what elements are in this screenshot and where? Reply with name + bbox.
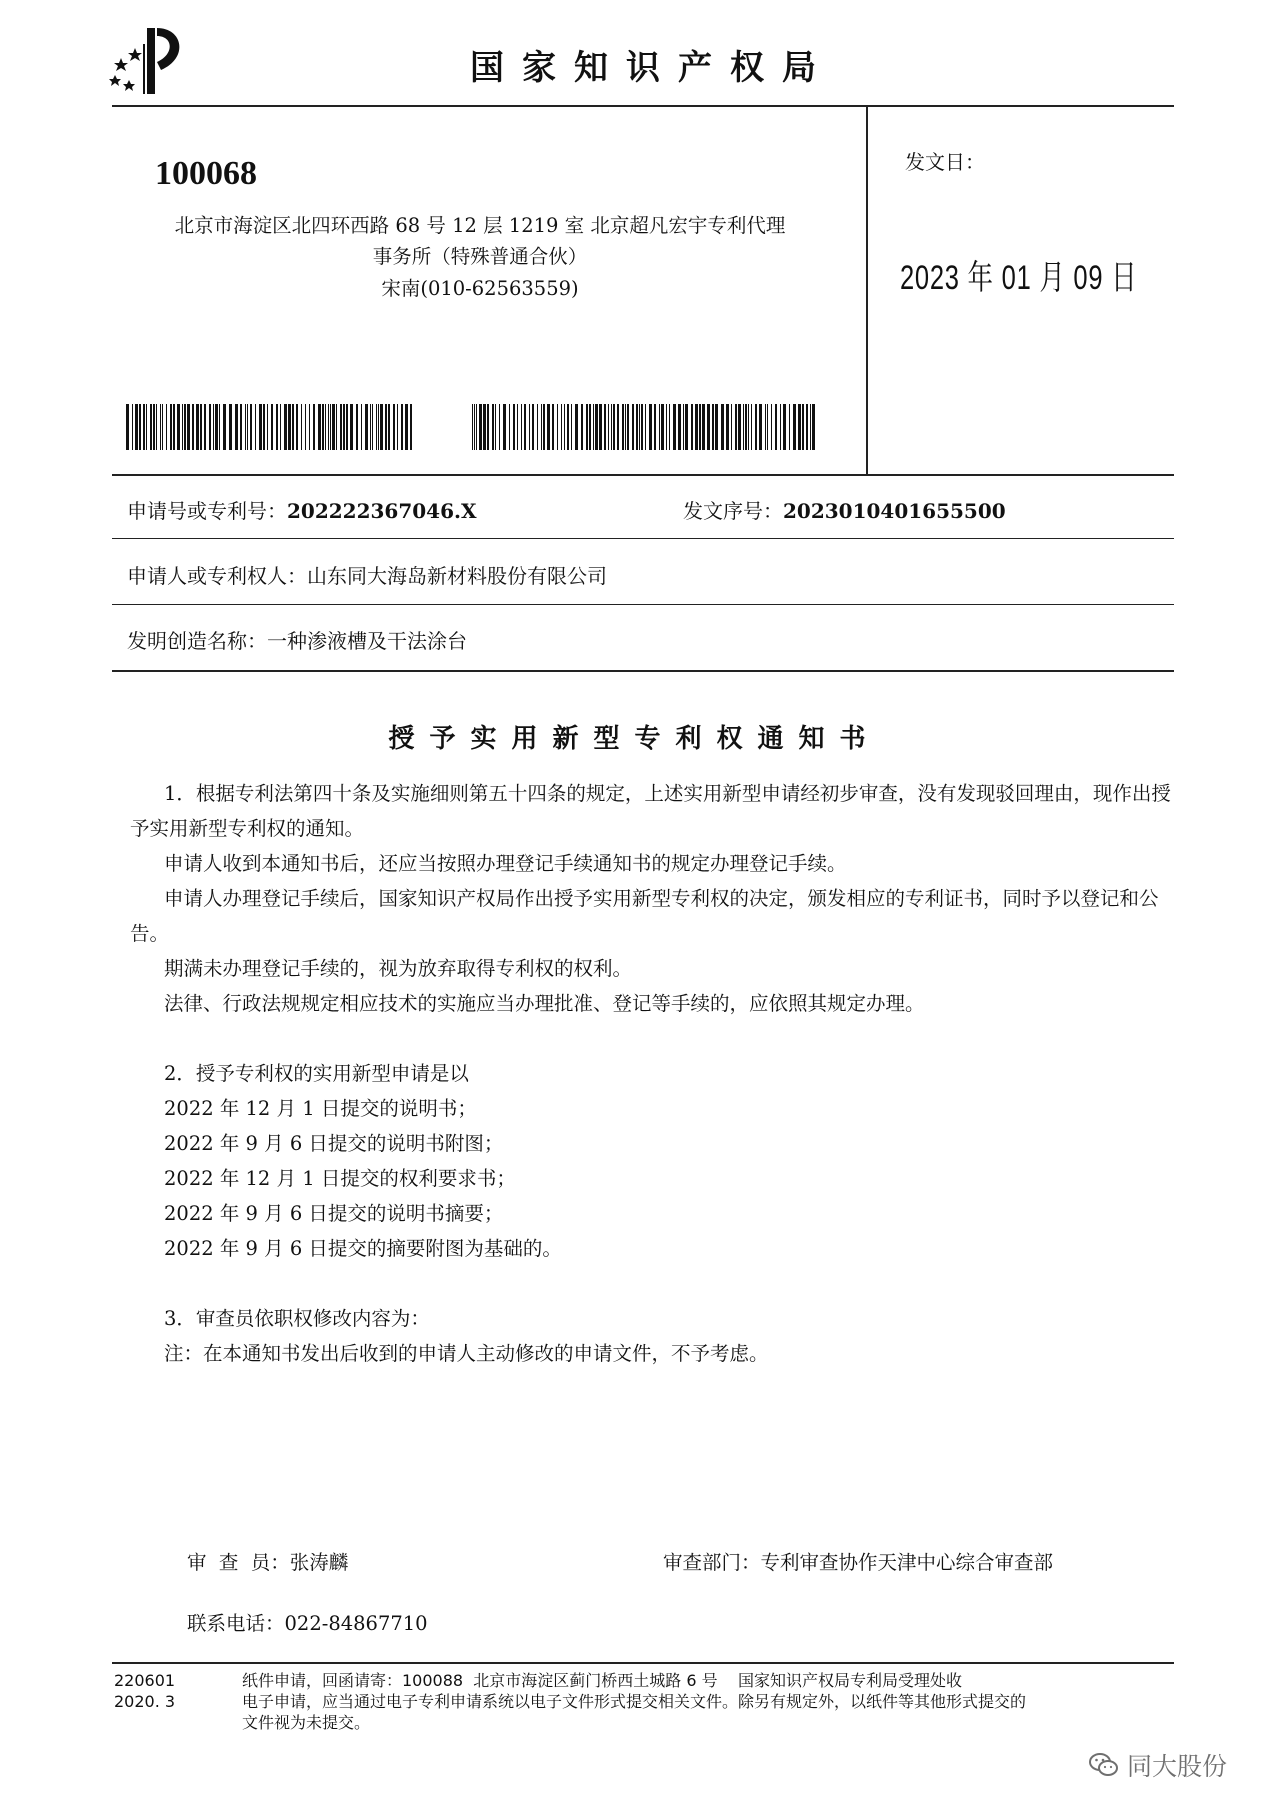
barcode-bar <box>213 404 214 450</box>
section2-item: 2022 年 9 月 6 日提交的说明书附图； <box>164 1132 504 1155</box>
recipient-address-line2: 事务所（特殊普通合伙） <box>372 245 588 268</box>
barcode-bar <box>365 404 368 450</box>
dispatch-serial <box>683 495 1006 524</box>
barcode-bar <box>170 404 172 450</box>
barcode-bar <box>173 404 175 450</box>
field-rule-1 <box>112 538 1174 539</box>
section1-para1: 1．根据专利法第四十条及实施细则第五十四条的规定，上述实用新型申请经初步审查，没有发现驳回理由，现作出授予实用新型专利权的通知。 <box>130 782 1171 840</box>
barcode-bar <box>581 404 583 450</box>
recipient-contact: 宋南(010-62563559) <box>381 277 579 300</box>
invention-name-value: 一种渗液槽及干法涂台 <box>267 629 467 653</box>
barcode-bar <box>759 404 762 450</box>
phone-label: 联系电话： <box>187 1612 285 1635</box>
barcode-bar <box>472 404 473 450</box>
barcode-bar <box>715 404 718 450</box>
barcode-bar <box>513 404 515 450</box>
barcode-bar <box>654 404 656 450</box>
barcode-bar <box>639 404 640 450</box>
footer-rule <box>112 1662 1174 1664</box>
barcode-bar <box>726 404 729 450</box>
barcode-bar <box>356 404 358 450</box>
barcode-bar <box>376 404 377 450</box>
barcode-bar <box>182 404 183 450</box>
barcode-bar <box>240 404 242 450</box>
barcode-bar <box>748 404 749 450</box>
barcode-bar <box>767 404 768 450</box>
barcode-bar <box>330 404 331 450</box>
barcode-bar <box>775 404 777 450</box>
barcode-bar <box>599 404 602 450</box>
department-label: 审查部门： <box>663 1551 761 1574</box>
barcode-bar <box>666 404 667 450</box>
barcode-bar <box>309 404 310 450</box>
barcode-bar <box>219 404 220 450</box>
barcode-bar <box>557 404 558 450</box>
barcode-bar <box>780 404 781 450</box>
barcode-bar <box>745 404 747 450</box>
barcode-bar <box>292 404 294 450</box>
barcode-bar <box>721 404 724 450</box>
barcode-bar <box>204 404 206 450</box>
footer-line3: 文件视为未提交。 <box>242 1713 371 1732</box>
barcode-bar <box>812 404 815 450</box>
barcode-bar <box>166 404 167 450</box>
barcode-bar <box>793 404 796 450</box>
section1-para5: 法律、行政法规规定相应技术的实施应当办理批准、登记等手续的，应依照其规定办理。 <box>164 992 925 1015</box>
barcode-bar <box>575 404 578 450</box>
barcode-bar <box>649 404 652 450</box>
barcode-bar <box>229 404 232 450</box>
barcode-bar <box>393 404 395 450</box>
examination-department <box>663 1547 1053 1575</box>
barcode-right <box>472 404 817 450</box>
section3-note: 注：在本通知书发出后收到的申请人主动修改的申请文件，不予考虑。 <box>164 1342 769 1365</box>
barcode-bar <box>215 404 218 450</box>
barcode-bar <box>743 404 744 450</box>
barcode-bar <box>622 404 624 450</box>
barcode-bar <box>343 404 345 450</box>
applicant-value: 山东同大海岛新材料股份有限公司 <box>307 564 607 588</box>
contact-phone <box>187 1608 428 1636</box>
barcode-bar <box>372 404 373 450</box>
barcode-bar <box>751 404 752 450</box>
barcode-bar <box>611 404 612 450</box>
barcode-bar <box>196 404 199 450</box>
recipient-address-line1: 北京市海淀区北四环西路 68 号 12 层 1219 室 北京超凡宏宇专利代理 <box>174 214 786 237</box>
barcode-bar <box>132 404 133 450</box>
applicant-label: 申请人或专利权人： <box>127 564 307 588</box>
barcode-bar <box>146 404 147 450</box>
barcode-bar <box>731 404 732 450</box>
barcode-bar <box>322 404 324 450</box>
barcode-bar <box>200 404 202 450</box>
barcode-bar <box>318 404 321 450</box>
barcode-bar <box>641 404 643 450</box>
barcode-bar <box>280 404 281 450</box>
dispatch-serial-value: 2023010401655500 <box>783 499 1006 523</box>
barcode-bar <box>255 404 256 450</box>
barcode-bar <box>695 404 698 450</box>
barcode-bar <box>401 404 403 450</box>
barcode-bar <box>509 404 510 450</box>
barcode-bar <box>385 404 387 450</box>
barcode-bar <box>802 404 804 450</box>
section2-item: 2022 年 9 月 6 日提交的摘要附图为基础的。 <box>164 1237 562 1260</box>
barcode-bar <box>712 404 714 450</box>
barcode-bar <box>673 404 676 450</box>
barcode-bar <box>305 404 306 450</box>
barcode-bar <box>177 404 180 450</box>
section3-title: 3．审查员依职权修改内容为： <box>164 1307 430 1330</box>
barcode-bar <box>296 404 298 450</box>
barcode-bar <box>187 404 190 450</box>
notice-body <box>130 776 1180 1371</box>
barcode-bar <box>810 404 811 450</box>
barcode-bar <box>707 404 710 450</box>
section2-item: 2022 年 12 月 1 日提交的权利要求书； <box>164 1167 516 1190</box>
examiner-label: 审 查 员： <box>187 1551 290 1574</box>
barcode-bar <box>263 404 265 450</box>
application-number <box>127 495 476 524</box>
barcode-bar <box>613 404 615 450</box>
barcode-bar <box>789 404 790 450</box>
field-rule-3 <box>112 670 1174 672</box>
barcode-bar <box>541 404 542 450</box>
barcode-bar <box>192 404 194 450</box>
barcode-bar <box>532 404 534 450</box>
dispatch-date-value: 2023 年 01 月 09 日 <box>900 259 1138 297</box>
barcode-bar <box>301 404 302 450</box>
barcode-bar <box>543 404 545 450</box>
barcode-bar <box>388 404 390 450</box>
barcode-bar <box>521 404 522 450</box>
barcode-bar <box>492 404 494 450</box>
barcode-bar <box>589 404 591 450</box>
barcode-bar <box>325 404 326 450</box>
barcode-bar <box>771 404 772 450</box>
barcode-bar <box>636 404 638 450</box>
barcode-bar <box>564 404 565 450</box>
barcode-bar <box>503 404 506 450</box>
barcode-bar <box>346 404 348 450</box>
barcode-bar <box>276 404 278 450</box>
barcode-bar <box>669 404 670 450</box>
barcode-bar <box>702 404 705 450</box>
section2-title: 2．授予专利权的实用新型申请是以 <box>164 1062 469 1085</box>
barcode-bar <box>765 404 766 450</box>
barcode-bar <box>561 404 562 450</box>
watermark-text: 同大股份 <box>1126 1752 1227 1781</box>
barcode-bar <box>135 404 138 450</box>
barcode-bar <box>332 404 335 450</box>
examiner <box>187 1547 348 1575</box>
form-date: 2020. 3 <box>114 1692 176 1711</box>
barcode-bar <box>487 404 489 450</box>
barcode-bar <box>267 404 268 450</box>
barcode-bar <box>593 404 594 450</box>
barcode-bar <box>410 404 412 450</box>
barcode-bar <box>571 404 572 450</box>
barcode-bar <box>499 404 500 450</box>
barcode-bar <box>380 404 383 450</box>
barcode-bar <box>783 404 786 450</box>
barcode-bar <box>126 404 129 450</box>
field-rule-2 <box>112 604 1174 605</box>
footer-line1: 纸件申请，回函请寄：100088 北京市海淀区蓟门桥西土城路 6 号 国家知识产权局专利局受理处收 <box>242 1671 962 1690</box>
barcode-left <box>126 404 416 450</box>
watermark <box>1089 1747 1227 1783</box>
wechat-icon <box>1089 1752 1119 1778</box>
barcode-bar <box>160 404 161 450</box>
barcode-bar <box>288 404 291 450</box>
footer-line2: 电子申请，应当通过电子专利申请系统以电子文件形式提交相关文件。除另有规定外，以纸件等其他形式提交的 <box>242 1692 1027 1711</box>
barcode-bar <box>683 404 684 450</box>
barcode-bar <box>350 404 353 450</box>
barcode-bar <box>150 404 152 450</box>
invention-name <box>127 625 467 654</box>
section1-para2: 申请人收到本通知书后，还应当按照办理登记手续通知书的规定办理登记手续。 <box>164 852 847 875</box>
section1-para4: 期满未办理登记手续的，视为放弃取得专利权的权利。 <box>164 957 633 980</box>
barcode-bar <box>627 404 629 450</box>
barcode-bar <box>223 404 226 450</box>
office-name: 国家知识产权局 <box>470 48 834 88</box>
barcode-bar <box>143 404 145 450</box>
barcode-bar <box>336 404 337 450</box>
barcode-bar <box>259 404 262 450</box>
header-rule <box>112 105 1174 107</box>
barcode-bar <box>235 404 238 450</box>
barcode-bar <box>271 404 273 450</box>
examiner-name: 张涛麟 <box>289 1551 349 1574</box>
barcode-bar <box>586 404 588 450</box>
barcode-bar <box>806 404 808 450</box>
date-divider <box>866 106 868 474</box>
form-code: 220601 <box>114 1671 176 1690</box>
cnipa-logo <box>95 20 190 95</box>
barcode-bar <box>340 404 342 450</box>
barcode-bar <box>162 404 163 450</box>
barcode-bar <box>284 404 287 450</box>
barcode-bar <box>328 404 329 450</box>
department-name: 专利审查协作天津中心综合审查部 <box>760 1551 1054 1574</box>
barcode-bar <box>378 404 379 450</box>
barcode-bar <box>156 404 157 450</box>
barcode-bar <box>608 404 609 450</box>
barcode-bar <box>247 404 248 450</box>
barcode-bar <box>738 404 741 450</box>
recipient-postcode: 100068 <box>155 155 257 192</box>
barcode-bar <box>755 404 757 450</box>
barcode-bar <box>685 404 688 450</box>
barcode-bar <box>625 404 626 450</box>
barcode-bar <box>595 404 598 450</box>
barcode-bar <box>659 404 660 450</box>
barcode-bar <box>245 404 246 450</box>
barcode-bar <box>209 404 211 450</box>
phone-value: 022-84867710 <box>284 1612 428 1635</box>
barcode-bar <box>184 404 186 450</box>
barcode-bar <box>661 404 664 450</box>
barcode-bar <box>547 404 550 450</box>
barcode-bar <box>370 404 371 450</box>
barcode-bar <box>476 404 477 450</box>
section2-item: 2022 年 9 月 6 日提交的说明书摘要； <box>164 1202 504 1225</box>
dispatch-serial-label: 发文序号： <box>683 499 783 523</box>
barcode-bar <box>552 404 554 450</box>
notice-title: 授予实用新型专利权通知书 <box>388 724 881 754</box>
application-number-label: 申请号或专利号： <box>127 499 287 523</box>
barcode-bar <box>495 404 496 450</box>
barcode-bar <box>735 404 737 450</box>
barcode-bar <box>474 404 475 450</box>
barcode-bar <box>153 404 155 450</box>
barcode-bar <box>250 404 252 450</box>
barcode-bar <box>361 404 362 450</box>
barcode-bar <box>397 404 398 450</box>
applicant <box>127 560 607 589</box>
barcode-bar <box>632 404 634 450</box>
barcode-bar <box>405 404 408 450</box>
barcode-bar <box>529 404 530 450</box>
barcode-bar <box>567 404 569 450</box>
barcode-bar <box>483 404 486 450</box>
barcode-bar <box>691 404 693 450</box>
barcode-bar <box>537 404 538 450</box>
invention-name-label: 发明创造名称： <box>127 629 267 653</box>
barcode-bar <box>517 404 518 450</box>
barcode-bar <box>604 404 606 450</box>
block-rule-1 <box>112 474 1174 476</box>
barcode-bar <box>798 404 801 450</box>
barcode-bar <box>524 404 526 450</box>
barcode-bar <box>645 404 646 450</box>
barcode-bar <box>479 404 482 450</box>
barcode-bar <box>139 404 141 450</box>
section2-item: 2022 年 12 月 1 日提交的说明书； <box>164 1097 477 1120</box>
application-number-value: 202222367046.X <box>287 499 477 523</box>
barcode-bar <box>313 404 315 450</box>
barcode-bar <box>678 404 681 450</box>
section1-para3: 申请人办理登记手续后，国家知识产权局作出授予实用新型专利权的决定，颁发相应的专利证书，同时予以登记和公告。 <box>130 887 1159 945</box>
barcode-bar <box>699 404 701 450</box>
dispatch-date-label: 发文日： <box>905 150 985 174</box>
barcode-bar <box>617 404 619 450</box>
